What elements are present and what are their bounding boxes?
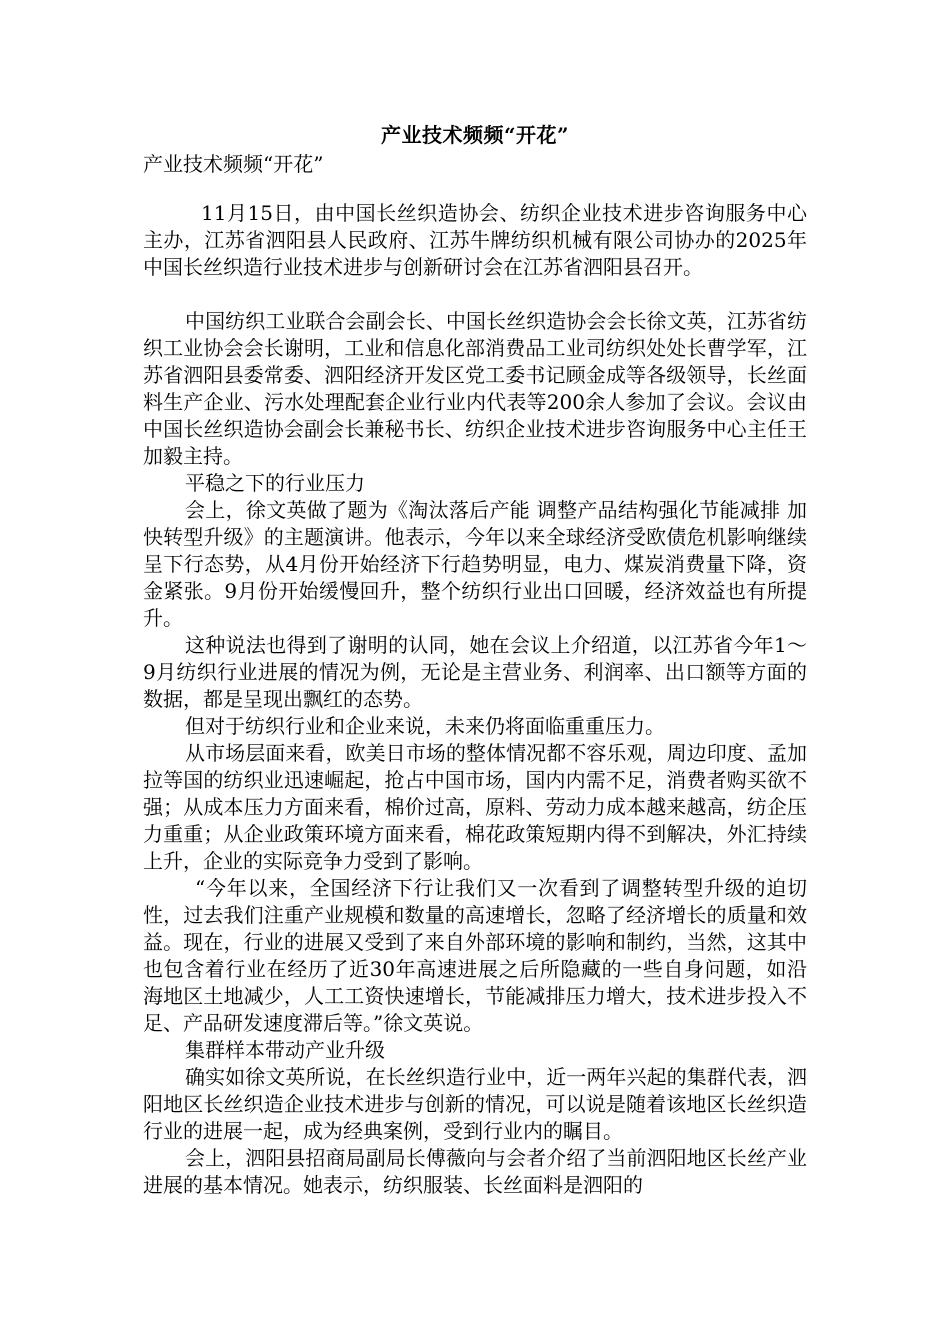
paragraph-cluster: 确实如徐文英所说，在长丝织造行业中，近一两年兴起的集群代表，泗阳地区长丝织造企业技术进步与创新的情况，可以说是随着该地区长丝织造行业的进展一起，成为经典案例，受到行业内的瞩目。 [143,1065,807,1143]
paragraph-attendees: 中国纺织工业联合会副会长、中国长丝织造协会会长徐文英，江苏省纺织工业协会会长谢明，工业和信息化部消费品工业司纺织处处长曹学军，江苏省泗阳县委常委、泗阳经济开发区党工委书记顾金成等各级领导，长丝面料生产企业、污水处理配套企业行业内代表等200余人参加了会议。会议由中国长丝织造协会副会长兼秘书长、纺织企业技术进步咨询服务中心主任王加毅主持。 [143,309,807,468]
document-body [143,200,807,1199]
paragraph-intro: 11月15日，由中国长丝织造协会、纺织企业技术进步咨询服务中心主办，江苏省泗阳县人民政府、江苏牛牌纺织机械有限公司协办的2025年中国长丝织造行业技术进步与创新研讨会在江苏省泗阳县召开。 [143,201,807,279]
paragraph-agreement: 这种说法也得到了谢明的认同，她在会议上介绍道，以江苏省今年1～9月纺织行业进展的情况为例，无论是主营业务、利润率、出口额等方面的数据，都是呈现出飘红的态势。 [143,633,807,711]
document-subtitle: 产业技术频频“开花” [143,152,324,176]
section-heading-pressure: 平稳之下的行业压力 [185,471,365,495]
paragraph-speech: 会上，徐文英做了题为《淘汰落后产能 调整产品结构强化节能减排 加快转型升级》的主题演讲。他表示，今年以来全球经济受欧债危机影响继续呈下行态势，从4月份开始经济下行趋势明显，电力、煤炭消费量下降，资金紧张。9月份开始缓慢回升，整个纺织行业出口回暖，经济效益也有所提升。 [143,498,807,630]
section-heading-cluster: 集群样本带动产业升级 [185,1038,385,1062]
document-title: 产业技术频频“开花” [380,123,569,147]
paragraph-pressure: 但对于纺织行业和企业来说，未来仍将面临重重压力。 [185,714,665,738]
paragraph-quote: “今年以来，全国经济下行让我们又一次看到了调整转型升级的迫切性，过去我们注重产业规模和数量的高速增长，忽略了经济增长的质量和效益。现在，行业的进展又受到了来自外部环境的影响和制约，当然，这其中也包含着行业在经历了近30年高速进展之后所隐藏的一些自身问题，如沿海地区土地减少，人工工资快速增长，节能减排压力增大，技术进步投入不足、产品研发速度滞后等。”徐文英说。 [143,876,807,1035]
paragraph-market: 从市场层面来看，欧美日市场的整体情况都不容乐观，周边印度、孟加拉等国的纺织业迅速崛起，抢占中国市场，国内内需不足，消费者购买欲不强；从成本压力方面来看，棉价过高，原料、劳动力成本越来越高，纺企压力重重；从企业政策环境方面来看，棉花政策短期内得不到解决，外汇持续上升，企业的实际竞争力受到了影响。 [143,741,807,873]
paragraph-siyang: 会上，泗阳县招商局副局长傅薇向与会者介绍了当前泗阳地区长丝产业进展的基本情况。她表示，纺织服装、长丝面料是泗阳的 [143,1146,807,1197]
